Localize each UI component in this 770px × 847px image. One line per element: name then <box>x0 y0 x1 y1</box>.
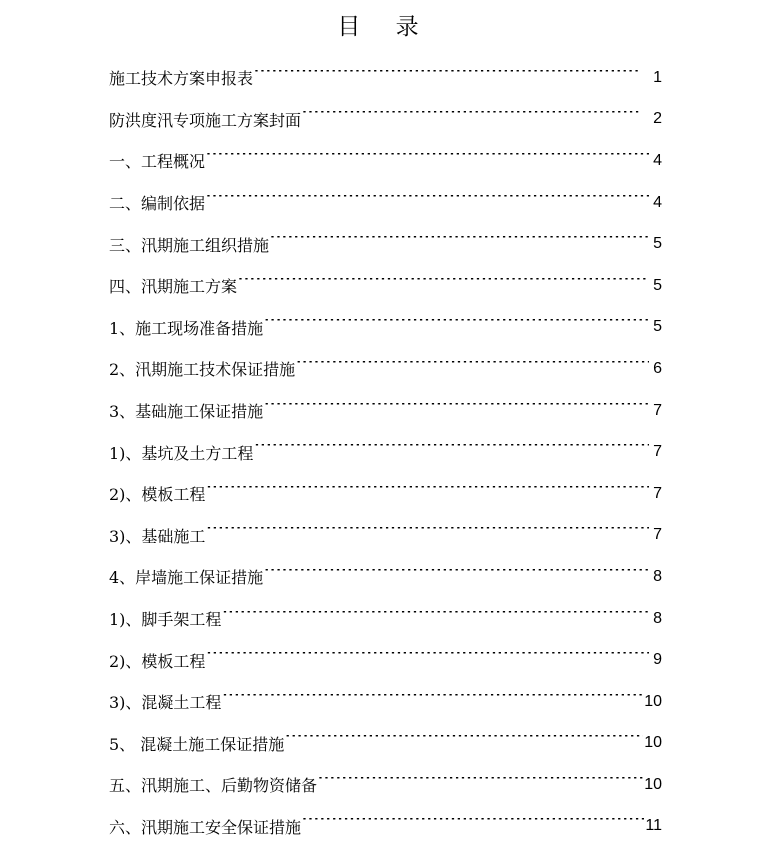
dot-leader <box>254 70 640 86</box>
toc-entry-page: 10 <box>644 692 662 710</box>
toc-entry-text: 3、基础施工保证措施 <box>109 402 264 422</box>
toc-entry[interactable] <box>109 681 662 723</box>
dot-leader <box>206 486 649 502</box>
toc-entry-page: 1 <box>653 68 662 86</box>
toc-entry-page: 4 <box>653 151 662 169</box>
toc-entry-page: 7 <box>653 484 662 502</box>
toc-entry[interactable] <box>109 390 662 432</box>
toc-entry-text: 4、岸墙施工保证措施 <box>109 568 264 588</box>
toc-entry[interactable] <box>109 515 662 557</box>
toc-entry-text: 四、汛期施工方案 <box>109 277 238 297</box>
toc-entry-page: 7 <box>653 401 662 419</box>
toc-entry-text: 五、汛期施工、后勤物资储备 <box>109 776 318 796</box>
toc-entry-text: 3)、混凝土工程 <box>109 693 222 713</box>
dot-leader <box>238 278 649 294</box>
dot-leader <box>206 527 649 543</box>
toc-entry[interactable] <box>109 431 662 473</box>
toc-entry[interactable] <box>109 57 662 99</box>
table-of-contents <box>109 57 662 847</box>
toc-entry[interactable] <box>109 556 662 598</box>
dot-leader <box>296 361 649 377</box>
toc-entry[interactable] <box>109 764 662 806</box>
toc-entry-page: 7 <box>653 526 662 544</box>
toc-entry-page: 9 <box>653 651 662 669</box>
toc-entry-page: 2 <box>653 110 662 128</box>
toc-entry[interactable] <box>109 723 662 765</box>
toc-entry-page: 5 <box>653 318 662 336</box>
dot-leader <box>206 195 649 211</box>
toc-entry-text: 2)、模板工程 <box>109 651 206 671</box>
toc-entry-page: 10 <box>644 775 662 793</box>
dot-leader <box>264 319 649 335</box>
toc-entry-page: 5 <box>653 235 662 253</box>
toc-entry-text: 六、汛期施工安全保证措施 <box>109 817 302 837</box>
dot-leader <box>222 611 649 627</box>
dot-leader <box>206 153 649 169</box>
toc-entry-page: 7 <box>653 443 662 461</box>
toc-entry[interactable] <box>109 473 662 515</box>
dot-leader <box>222 694 643 710</box>
toc-entry-page: 8 <box>653 609 662 627</box>
toc-title: 目 录 <box>337 14 433 40</box>
dot-leader <box>206 652 649 668</box>
toc-entry-text: 三、汛期施工组织措施 <box>109 235 270 255</box>
dot-leader <box>254 444 649 460</box>
toc-entry[interactable] <box>109 99 662 141</box>
toc-entry-text: 2)、模板工程 <box>109 485 206 505</box>
toc-entry-page: 6 <box>653 359 662 377</box>
toc-entry[interactable] <box>109 182 662 224</box>
toc-entry-text: 1)、基坑及土方工程 <box>109 443 254 463</box>
toc-entry[interactable] <box>109 348 662 390</box>
dot-leader <box>270 236 649 252</box>
toc-entry[interactable] <box>109 140 662 182</box>
toc-entry-text: 2、汛期施工技术保证措施 <box>109 360 296 380</box>
toc-entry-text: 一、工程概况 <box>109 152 206 172</box>
dot-leader <box>264 569 649 585</box>
toc-entry-page: 11 <box>645 817 662 835</box>
toc-entry-text: 二、编制依据 <box>109 194 206 214</box>
toc-entry-text: 1、施工现场准备措施 <box>109 318 264 338</box>
toc-entry[interactable] <box>109 223 662 265</box>
toc-entry[interactable] <box>109 265 662 307</box>
toc-entry-text: 防洪度汛专项施工方案封面 <box>109 110 302 130</box>
toc-entry[interactable] <box>109 598 662 640</box>
toc-entry[interactable] <box>109 307 662 349</box>
toc-entry-text: 施工技术方案申报表 <box>109 69 254 89</box>
dot-leader <box>302 111 640 127</box>
toc-entry-text: 3)、基础施工 <box>109 526 206 546</box>
toc-entry-page: 4 <box>653 193 662 211</box>
toc-entry-text: 1)、脚手架工程 <box>109 610 222 630</box>
toc-entry-page: 5 <box>653 276 662 294</box>
dot-leader <box>302 818 644 834</box>
dot-leader <box>264 403 649 419</box>
toc-entry-text: 5、 混凝土施工保证措施 <box>109 734 285 754</box>
toc-entry[interactable] <box>109 639 662 681</box>
toc-entry-page: 10 <box>644 734 662 752</box>
dot-leader <box>318 777 643 793</box>
dot-leader <box>285 735 643 751</box>
toc-entry-page: 8 <box>653 567 662 585</box>
